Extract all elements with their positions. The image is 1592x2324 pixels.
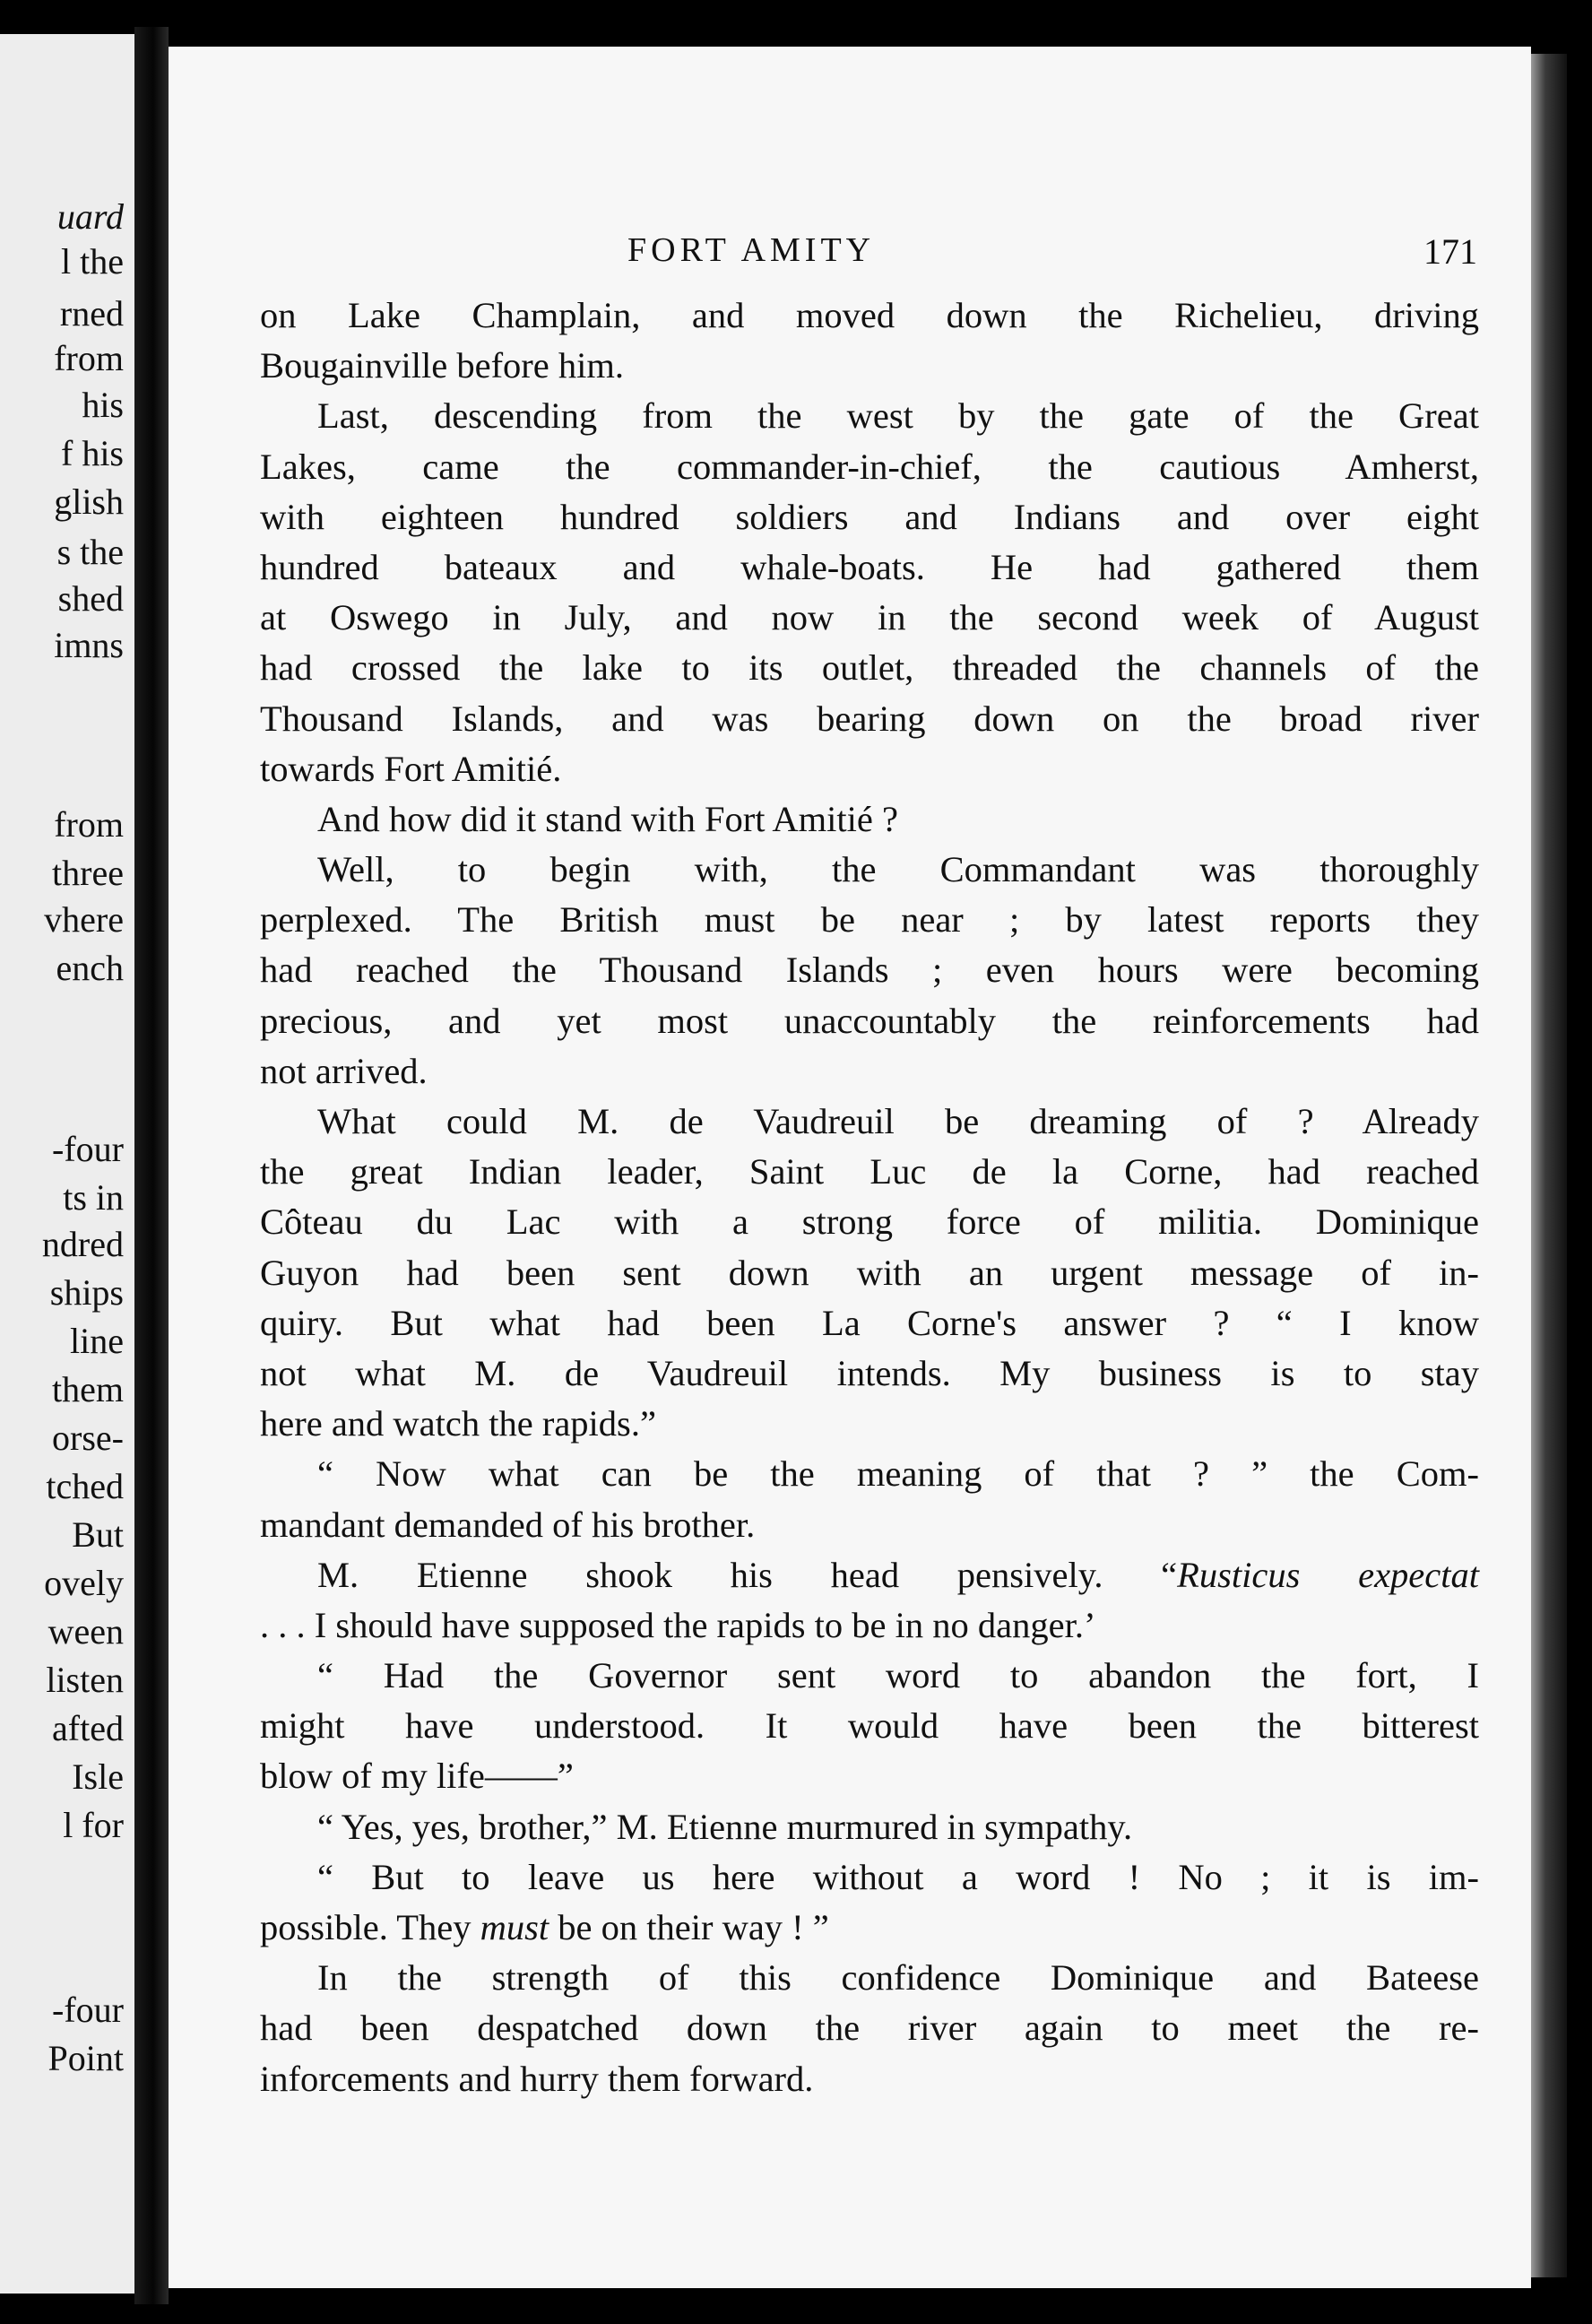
text-line (260, 1298, 1479, 1348)
text-line-content: Well, to begin with, the Commandant was thoroughly (317, 849, 1479, 890)
text-line (260, 2003, 1479, 2053)
text-line-content: And how did it stand with Fort Amitié ? (317, 798, 898, 839)
left-page-fragment: imns (54, 625, 124, 665)
text-line-content: blow of my life——” (260, 1756, 574, 1797)
page-number: 171 (1423, 231, 1477, 272)
text-line (260, 1449, 1479, 1499)
left-page-fragment: his (82, 385, 124, 425)
left-page-fragment: Isle (72, 1756, 124, 1797)
left-page-fragment: l the (61, 241, 124, 282)
left-page-fragment: But (72, 1514, 124, 1555)
text-line-content: “ Had the Governor sent word to abandon the fort, I (317, 1655, 1479, 1696)
left-page-fragment: l for (63, 1805, 124, 1845)
left-page-fragment: from (54, 804, 124, 845)
text-line-content: quiry. But what had been La Corne's answer ? “ I know (260, 1302, 1479, 1343)
left-page-edge (0, 34, 134, 2294)
left-page-fragment: vhere (44, 899, 124, 940)
text-line (260, 1852, 1479, 1903)
text-line (260, 1802, 1479, 1852)
text-line (260, 1600, 1479, 1651)
text-line (260, 1097, 1479, 1147)
text-line (260, 895, 1479, 945)
text-line (260, 1248, 1479, 1298)
text-line (260, 1903, 1479, 1953)
text-line-content: not what M. de Vaudreuil intends. My business is to stay (260, 1352, 1479, 1393)
text-line (260, 694, 1479, 744)
text-line-content: “ But to leave us here without a word ! No ; it is im- (317, 1856, 1479, 1897)
left-page-fragment: ween (48, 1611, 124, 1652)
text-line-content: inforcements and hurry them forward. (260, 2058, 814, 2099)
text-line-content: Thousand Islands, and was bearing down on the broad river (260, 698, 1479, 739)
text-line-content: with eighteen hundred soldiers and Indians and over eight (260, 496, 1479, 537)
text-line (260, 442, 1479, 492)
text-line (260, 996, 1479, 1046)
text-line (260, 2054, 1479, 2104)
text-line-content: precious, and yet most unaccountably the reinforcements had (260, 1000, 1479, 1041)
italic-phrase: Rusticus expectat (1177, 1554, 1479, 1595)
left-page-fragment: f his (61, 433, 124, 473)
text-line-content: had reached the Thousand Islands ; even hours were becoming (260, 950, 1479, 991)
text-line (260, 593, 1479, 643)
text-line-content: In the strength of this confidence Dominique and Bateese (317, 1957, 1479, 1999)
text-line (260, 845, 1479, 895)
text-line-content: not arrived. (260, 1050, 428, 1091)
text-line (260, 945, 1479, 995)
left-page-fragment: listen (46, 1660, 124, 1700)
text-line (260, 1197, 1479, 1247)
left-page-fragment: afted (52, 1708, 124, 1748)
left-page-fragment: ships (49, 1272, 124, 1313)
text-line (260, 542, 1479, 593)
left-page-fragment: orse- (52, 1418, 124, 1458)
text-line (260, 1701, 1479, 1751)
text-line (260, 1751, 1479, 1801)
text-line (260, 643, 1479, 693)
running-title: FORT AMITY (627, 231, 876, 269)
text-line (260, 1500, 1479, 1550)
text-line-content: had been despatched down the river again to meet the re- (260, 2007, 1479, 2049)
text-line-content: mandant demanded of his brother. (260, 1504, 756, 1545)
text-line (260, 492, 1479, 542)
text-line-content: at Oswego in July, and now in the second week of August (260, 597, 1479, 638)
italic-word: must (480, 1907, 549, 1947)
left-page-fragment: -four (52, 1129, 124, 1169)
text-line-content: What could M. de Vaudreuil be dreaming of ? Already (317, 1101, 1479, 1141)
left-page-fragment: ovely (44, 1563, 124, 1603)
right-page (169, 47, 1531, 2288)
text-line-content: Lakes, came the commander-in-chief, the cautious Amherst, (260, 446, 1479, 487)
text-line (260, 290, 1479, 341)
left-page-fragment: them (52, 1369, 124, 1409)
left-page-fragment: three (52, 853, 124, 893)
text-line-content: “ Yes, yes, brother,” M. Etienne murmured in sympathy. (317, 1806, 1133, 1847)
left-page-fragment: -four (52, 1990, 124, 2030)
right-page-edge (1531, 54, 1567, 2277)
left-page-fragment: Point (48, 2038, 124, 2078)
left-page-fragment: ndred (41, 1224, 124, 1264)
text-line (260, 1651, 1479, 1701)
body-text (260, 290, 1479, 2104)
text-line (260, 1348, 1479, 1399)
text-line (260, 1953, 1479, 2003)
left-page-fragment: rned (59, 293, 124, 334)
text-line-content: the great Indian leader, Saint Luc de la Corne, had reached (260, 1151, 1479, 1192)
text-line-content: possible. They (260, 1907, 480, 1947)
text-line (260, 341, 1479, 391)
text-line (260, 1399, 1479, 1449)
text-line (260, 1147, 1479, 1197)
text-line-content: Guyon had been sent down with an urgent message of in- (260, 1252, 1479, 1293)
left-page-fragment: glish (54, 481, 124, 522)
left-page-fragment: line (70, 1321, 124, 1361)
text-line-content: on Lake Champlain, and moved down the Richelieu, driving (260, 295, 1479, 335)
left-page-fragment: s the (56, 532, 124, 572)
text-line-content: here and watch the rapids.” (260, 1403, 656, 1444)
text-line-content: “ Now what can be the meaning of that ? ” the Com- (317, 1453, 1479, 1495)
left-page-fragment: from (54, 338, 124, 378)
text-line-content: M. Etienne shook his head pensively. “ (317, 1554, 1178, 1595)
left-page-fragment: uard (56, 196, 124, 237)
text-line-content: Côteau du Lac with a strong force of militia. Dominique (260, 1201, 1479, 1243)
text-line (260, 1550, 1479, 1600)
left-page-fragment: tched (46, 1466, 124, 1506)
text-line-content: Last, descending from the west by the gate of the Great (317, 395, 1479, 437)
left-page-fragment: ts in (63, 1177, 124, 1218)
text-line-tail: be on their way ! ” (549, 1907, 829, 1947)
text-line (260, 794, 1479, 845)
text-line (260, 391, 1479, 441)
text-line-content: had crossed the lake to its outlet, threaded the channels of the (260, 647, 1479, 689)
book-gutter (134, 27, 169, 2304)
left-page-fragment: shed (57, 578, 124, 619)
text-line (260, 1046, 1479, 1097)
text-line-content: perplexed. The British must be near ; by latest reports they (260, 899, 1479, 941)
left-page-fragment: ench (56, 948, 124, 988)
text-line-content: towards Fort Amitié. (260, 748, 562, 789)
page-header (169, 230, 1531, 284)
text-line-content: might have understood. It would have been the bitterest (260, 1705, 1479, 1747)
text-line-content: hundred bateaux and whale-boats. He had gathered them (260, 546, 1479, 587)
text-line-content: . . . I should have supposed the rapids to be in no danger.’ (260, 1604, 1096, 1645)
text-line (260, 744, 1479, 794)
text-line-content: Bougainville before him. (260, 345, 625, 386)
